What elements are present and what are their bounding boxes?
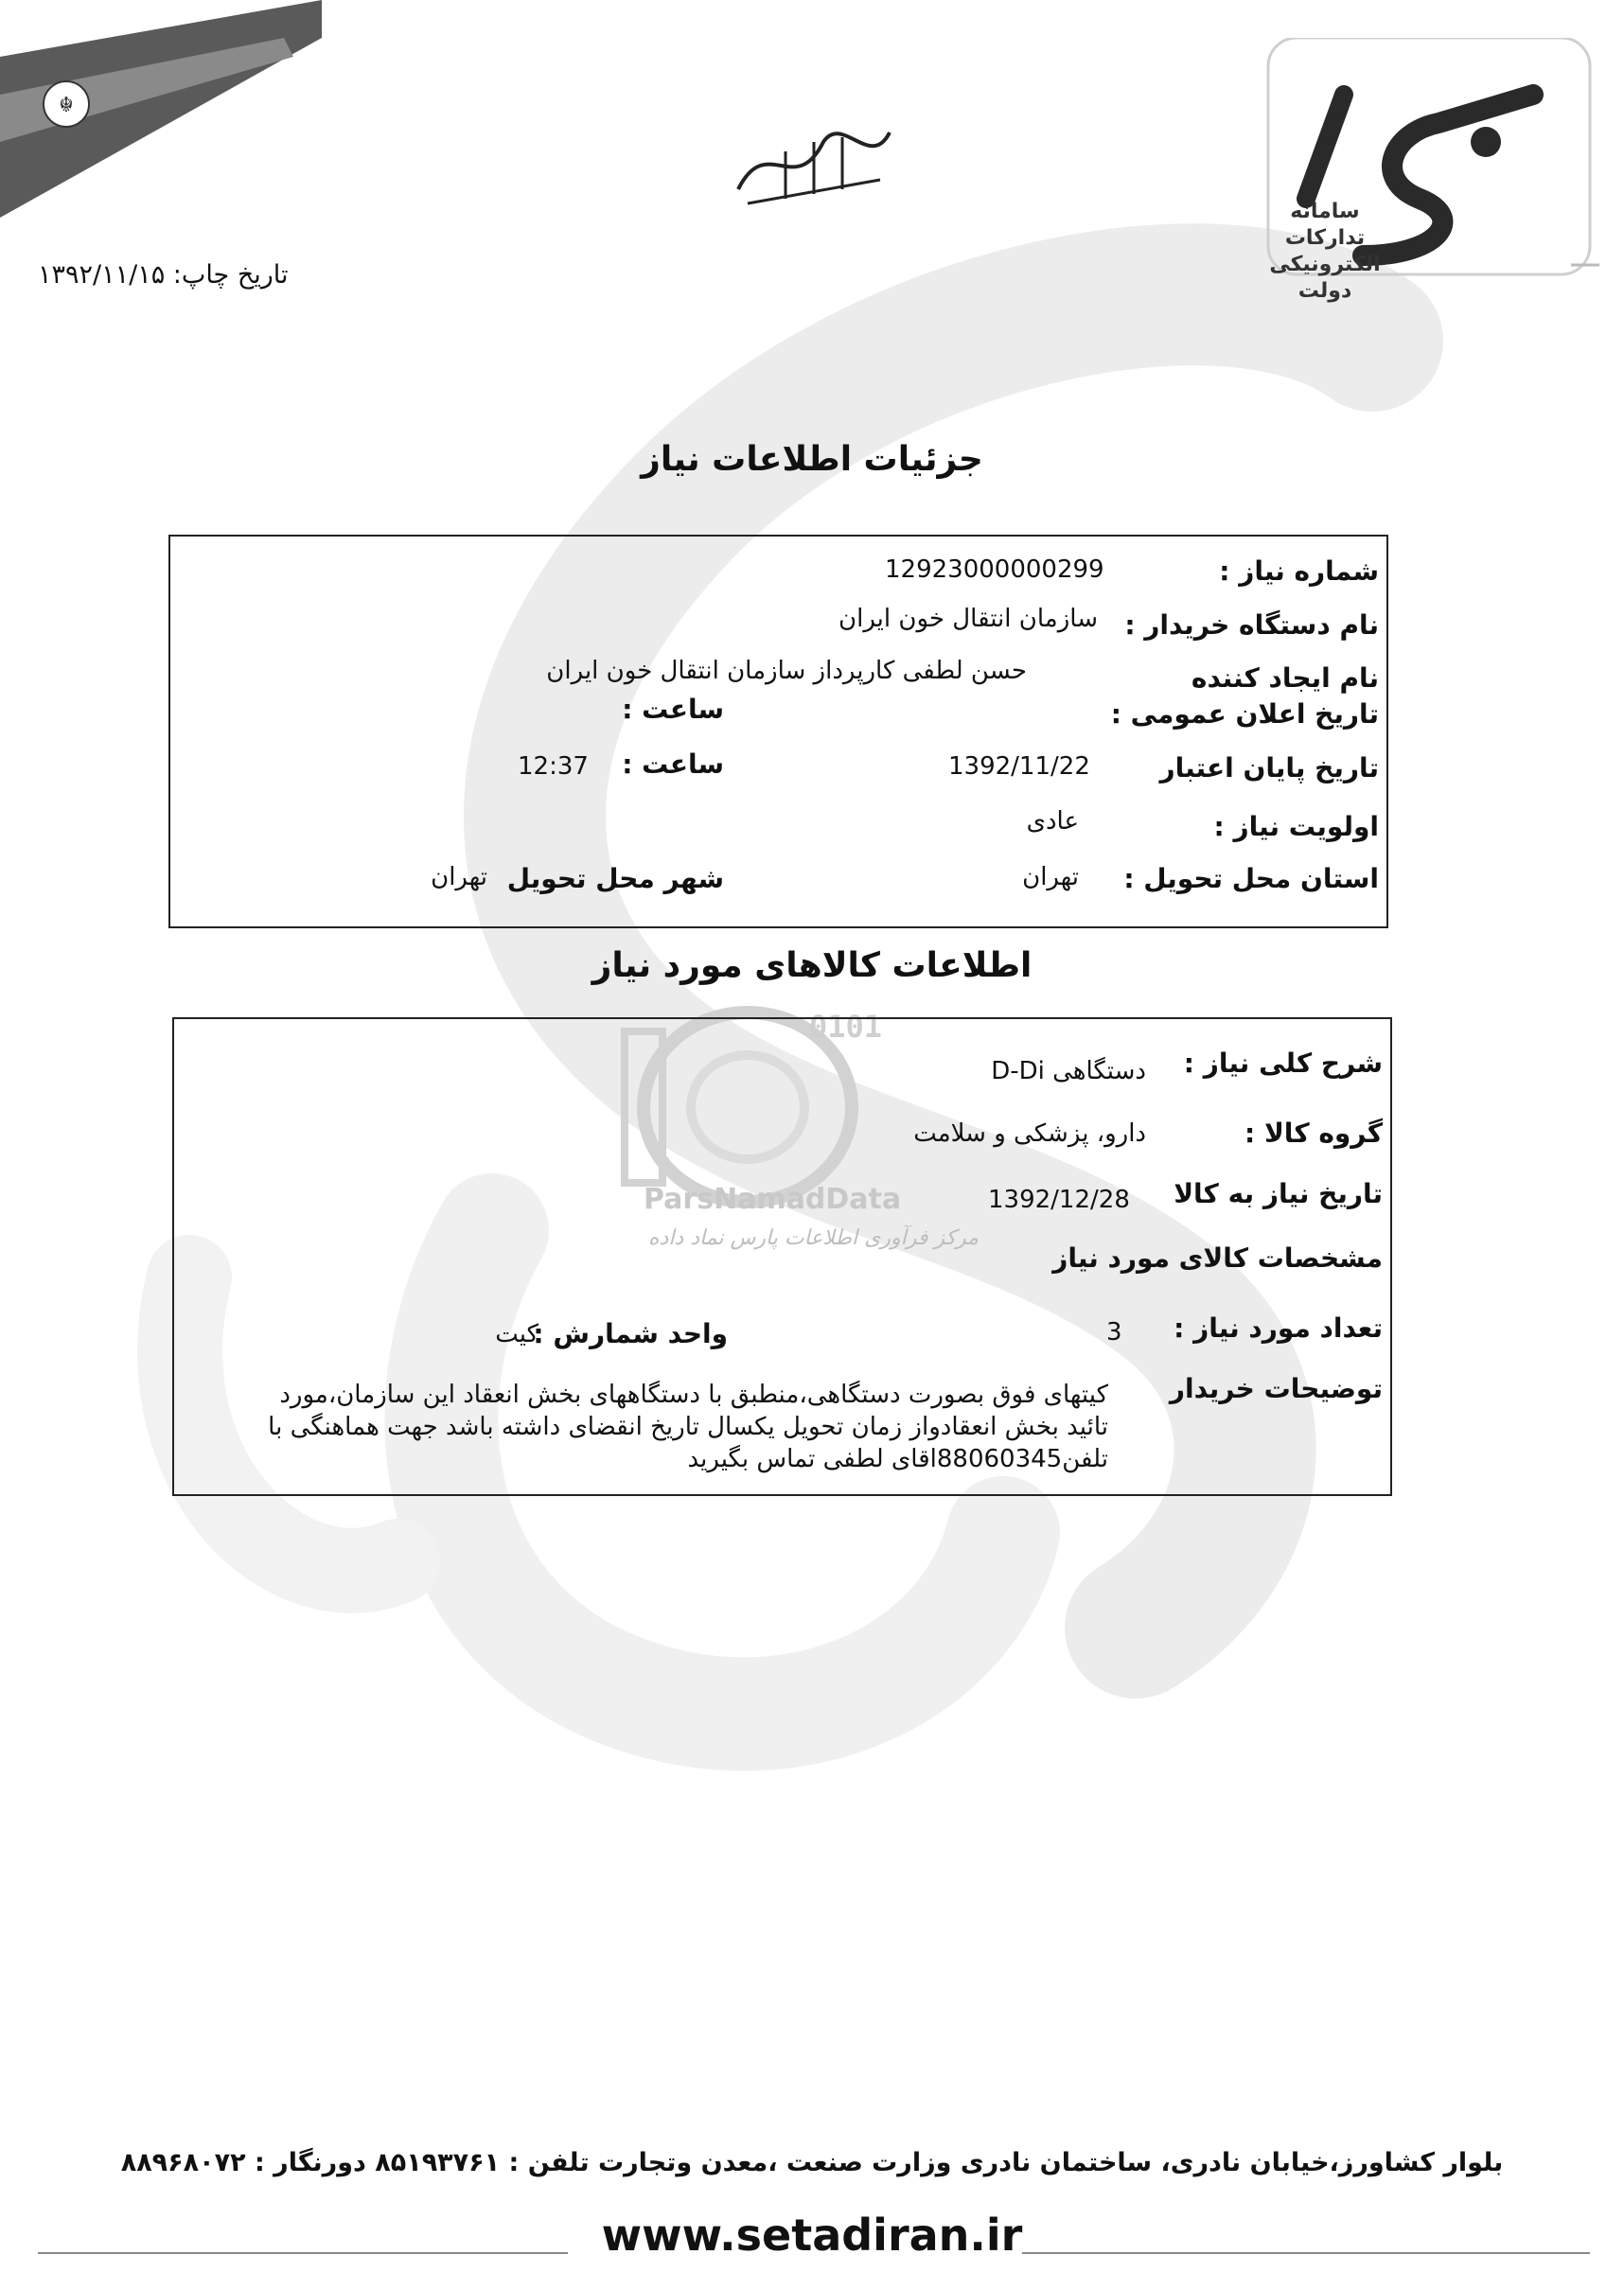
group-value: دارو، پزشکی و سلامت — [913, 1119, 1146, 1148]
buyer-value: سازمان انتقال خون ایران — [838, 605, 1098, 633]
notes-line: تلفن88060345اقای لطفی تماس بگیرید — [687, 1445, 1108, 1473]
group-label: گروه کالا : — [1244, 1118, 1383, 1149]
need-date-value: 1392/12/28 — [988, 1186, 1130, 1214]
description-label: شرح کلی نیاز : — [1183, 1048, 1383, 1079]
city-value: تهران — [431, 863, 487, 891]
announce-time-label: ساعت : — [622, 694, 724, 725]
buyer-label: نام دستگاه خریدار : — [1124, 609, 1379, 641]
need-number-value: 12923000000299 — [885, 555, 1104, 584]
section-title-need-details: جزئیات اطلاعات نیاز — [641, 440, 983, 479]
footer-website: www.setadiran.ir — [601, 2210, 1023, 2261]
watermark-binary: 0101 — [809, 1009, 883, 1045]
unit-label: واحد شمارش : — [533, 1318, 728, 1349]
need-details-box — [168, 535, 1388, 928]
province-value: تهران — [1022, 863, 1079, 891]
watermark-brand: ParsNamadData — [644, 1183, 902, 1216]
expiry-time-label: ساعت : — [622, 749, 724, 780]
basmala-calligraphy — [729, 114, 899, 218]
notes-label: توضیحات خریدار — [1169, 1373, 1383, 1404]
emblem-icon: ☬ — [59, 94, 74, 117]
goods-info-box — [172, 1017, 1392, 1496]
priority-value: عادی — [1026, 807, 1079, 836]
specs-label: مشخصات کالای مورد نیاز — [1052, 1242, 1383, 1274]
quantity-label: تعداد مورد نیاز : — [1174, 1312, 1383, 1344]
buyer-notes — [143, 1379, 1108, 1475]
creator-value: حسن لطفی کارپرداز سازمان انتقال خون ایران — [546, 657, 1027, 685]
section-title-goods-info: اطلاعات کالاهای مورد نیاز — [591, 946, 1033, 985]
city-label: شهر محل تحویل — [506, 863, 724, 894]
need-number-label: شماره نیاز : — [1219, 555, 1379, 587]
logo-caption: سامانه تدارکات الکترونیکی دولت — [1269, 200, 1381, 303]
unit-value: کیت — [495, 1320, 538, 1348]
creator-label: نام ایجاد کننده — [1191, 662, 1379, 694]
footer-address: بلوار کشاورز،خیابان نادری، ساختمان نادری وزارت صنعت ،معدن وتجارت تلفن : ۸۵۱۹۳۷۶۱ دورنگار : ۸۸۹۶۸۰۷۲ — [120, 2148, 1504, 2177]
description-value: دستگاهی D-Di — [991, 1057, 1146, 1085]
quantity-value: 3 — [1106, 1318, 1122, 1347]
province-label: استان محل تحویل : — [1123, 863, 1379, 894]
print-date: تاریخ چاپ: ۱۳۹۲/۱۱/۱۵ — [38, 260, 289, 290]
expiry-time-value: 12:37 — [518, 752, 589, 781]
emblem-strip — [0, 0, 322, 246]
notes-line: تائید بخش انعقادواز زمان تحویل یکسال تاریخ انقضای داشته باشد جهت هماهنگی با — [268, 1413, 1108, 1441]
expiry-date-value: 1392/11/22 — [948, 752, 1090, 781]
announce-date-label: تاریخ اعلان عمومی : — [1110, 698, 1379, 730]
priority-label: اولویت نیاز : — [1213, 811, 1379, 842]
need-date-label: تاریخ نیاز به کالا — [1174, 1178, 1383, 1209]
notes-line: کیتهای فوق بصورت دستگاهی،منطبق با دستگاههای بخش انعقاد این سازمان،مورد — [279, 1381, 1108, 1409]
expiry-label: تاریخ پایان اعتبار — [1159, 752, 1379, 784]
watermark-subtitle: مرکز فرآوری اطلاعات پارس نماد داده — [648, 1226, 979, 1250]
